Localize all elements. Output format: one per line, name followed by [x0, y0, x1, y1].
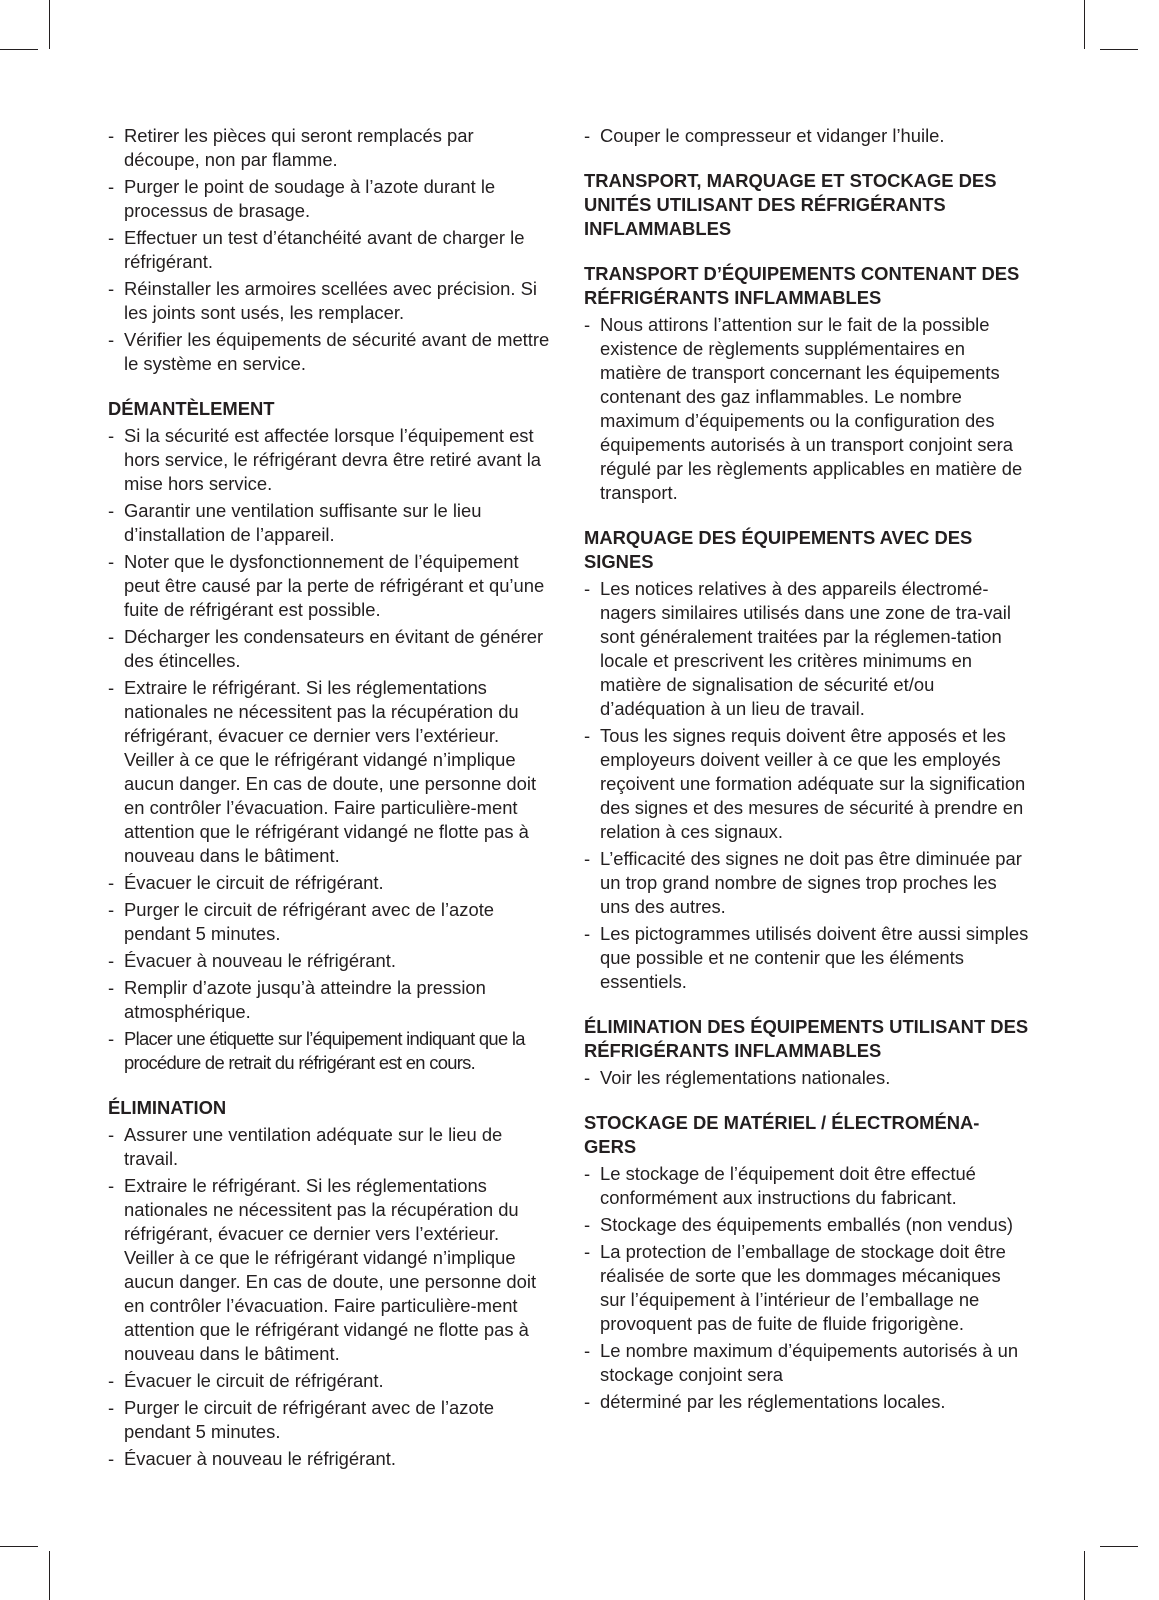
list-item: - Stockage des équipements emballés (non vendus)	[584, 1214, 1014, 1235]
crop-mark	[49, 0, 50, 49]
list-item: - déterminé par les réglementations locales.	[584, 1391, 946, 1412]
list-item: - Extraire le réfrigérant. Si les réglementations nationales ne nécessitent pas la récupération du réfrigérant, évacuer ce dernier vers l’extérieur. Veiller à ce que le réfrigérant vidangé n’implique aucun danger. En cas de doute, une personne doit en contrôler l’évacuation. Faire particulière-ment attention que le réfrigérant vidangé ne flotte pas à nouveau dans le bâtiment.	[108, 1175, 537, 1364]
list-item: - Nous attirons l’attention sur le fait de la possible existence de règlements supplémentaires en matière de transport concernant les équipements contenant des gaz inflammables. Le nombre maximum d’équipements ou la configuration des équipements autorisés à un transport conjoint sera régulé par les règlements applicables en matière de transport.	[584, 314, 1023, 503]
list-item: - Si la sécurité est affectée lorsque l’équipement est hors service, le réfrigérant devra être retiré avant la mise hors service.	[108, 425, 542, 494]
list-item: - Le nombre maximum d’équipements autorisés à un stockage conjoint sera	[584, 1340, 1019, 1385]
list-item: - Les pictogrammes utilisés doivent être aussi simples que possible et ne contenir que les éléments essentiels.	[584, 923, 1029, 992]
list-item: - Tous les signes requis doivent être apposés et les employeurs doivent veiller à ce que les employés reçoivent une formation adéquate sur la signification des signes et des mesures de sécurité à prendre en relation à ces signaux.	[584, 725, 1026, 842]
crop-mark	[1084, 1551, 1085, 1600]
list-item: - Retirer les pièces qui seront remplacés par découpe, non par flamme.	[108, 125, 474, 170]
crop-mark	[0, 49, 38, 50]
section-heading-transport-main: TRANSPORT, MARQUAGE ET STOCKAGE DES UNITÉS UTILISANT DES RÉFRIGÉRANTS INFLAMMABLES	[584, 170, 997, 239]
list-item: - Purger le circuit de réfrigérant avec de l’azote pendant 5 minutes.	[108, 899, 495, 944]
list-item: - Purger le circuit de réfrigérant avec de l’azote pendant 5 minutes.	[108, 1397, 495, 1442]
crop-mark	[49, 1551, 50, 1600]
list-item: - Garantir une ventilation suffisante sur le lieu d’installation de l’appareil.	[108, 500, 482, 545]
section-heading-transport: TRANSPORT D’ÉQUIPEMENTS CONTENANT DES RÉFRIGÉRANTS INFLAMMABLES	[584, 263, 1020, 308]
list-item: - Décharger les condensateurs en évitant de générer des étincelles.	[108, 626, 544, 671]
section-heading-marquage: MARQUAGE DES ÉQUIPEMENTS AVEC DES SIGNES	[584, 527, 973, 572]
list-item: - Extraire le réfrigérant. Si les réglementations nationales ne nécessitent pas la récupération du réfrigérant, évacuer ce dernier vers l’extérieur. Veiller à ce que le réfrigérant vidangé n’implique aucun danger. En cas de doute, une personne doit en contrôler l’évacuation. Faire particulière-ment attention que le réfrigérant vidangé ne flotte pas à nouveau dans le bâtiment.	[108, 677, 537, 866]
list-item: - Remplir d’azote jusqu’à atteindre la pression atmosphérique.	[108, 977, 486, 1022]
list-item: - Réinstaller les armoires scellées avec précision. Si les joints sont usés, les remplacer.	[108, 278, 537, 323]
list-item: - Évacuer à nouveau le réfrigérant.	[108, 950, 396, 971]
list-item: - Placer une étiquette sur l’équipement indiquant que la procédure de retrait du réfrigérant est en cours.	[108, 1028, 525, 1073]
left-column	[108, 124, 553, 1474]
crop-mark	[1084, 0, 1085, 49]
section-heading-elimination: ÉLIMINATION	[108, 1097, 227, 1118]
list-item: - Voir les réglementations nationales.	[584, 1067, 891, 1088]
list-item: - L’efficacité des signes ne doit pas être diminuée par un trop grand nombre de signes trop proches les uns des autres.	[584, 848, 1022, 917]
list-item: - Évacuer à nouveau le réfrigérant.	[108, 1448, 396, 1469]
list-item: - Assurer une ventilation adéquate sur le lieu de travail.	[108, 1124, 503, 1169]
section-heading-demantelement: DÉMANTÈLEMENT	[108, 398, 275, 419]
section-heading-elimination-equipements: ÉLIMINATION DES ÉQUIPEMENTS UTILISANT DES RÉFRIGÉRANTS INFLAMMABLES	[584, 1016, 1029, 1061]
list-item: - Noter que le dysfonctionnement de l’équipement peut être causé par la perte de réfrigérant et qu’une fuite de réfrigérant est possible.	[108, 551, 545, 620]
list-item: - Évacuer le circuit de réfrigérant.	[108, 1370, 384, 1391]
list-item: - Évacuer le circuit de réfrigérant.	[108, 872, 384, 893]
crop-mark	[1100, 1546, 1138, 1547]
list-item: - Le stockage de l’équipement doit être effectué conformément aux instructions du fabricant.	[584, 1163, 976, 1208]
crop-mark	[0, 1546, 38, 1547]
list-item: - Couper le compresseur et vidanger l’huile.	[584, 125, 945, 146]
list-item: - Purger le point de soudage à l’azote durant le processus de brasage.	[108, 176, 496, 221]
list-item: - Les notices relatives à des appareils électromé-nagers similaires utilisés dans une zone de tra-vail sont généralement traitées par la réglemen-tation locale et prescrivent les critères minimums en matière de signalisation de sécurité et/ou d’adéquation à un lieu de travail.	[584, 578, 1011, 719]
crop-mark	[1100, 49, 1138, 50]
list-item: - Effectuer un test d’étanchéité avant de charger le réfrigérant.	[108, 227, 525, 272]
list-item: - La protection de l’emballage de stockage doit être réalisée de sorte que les dommages mécaniques sur l’équipement à l’intérieur de l’emballage ne provoquent pas de fuite de fluide frigorigène.	[584, 1241, 1006, 1334]
right-column	[584, 124, 1029, 1417]
section-heading-stockage: STOCKAGE DE MATÉRIEL / ÉLECTROMÉNA-GERS	[584, 1112, 980, 1157]
list-item: - Vérifier les équipements de sécurité avant de mettre le système en service.	[108, 329, 550, 374]
